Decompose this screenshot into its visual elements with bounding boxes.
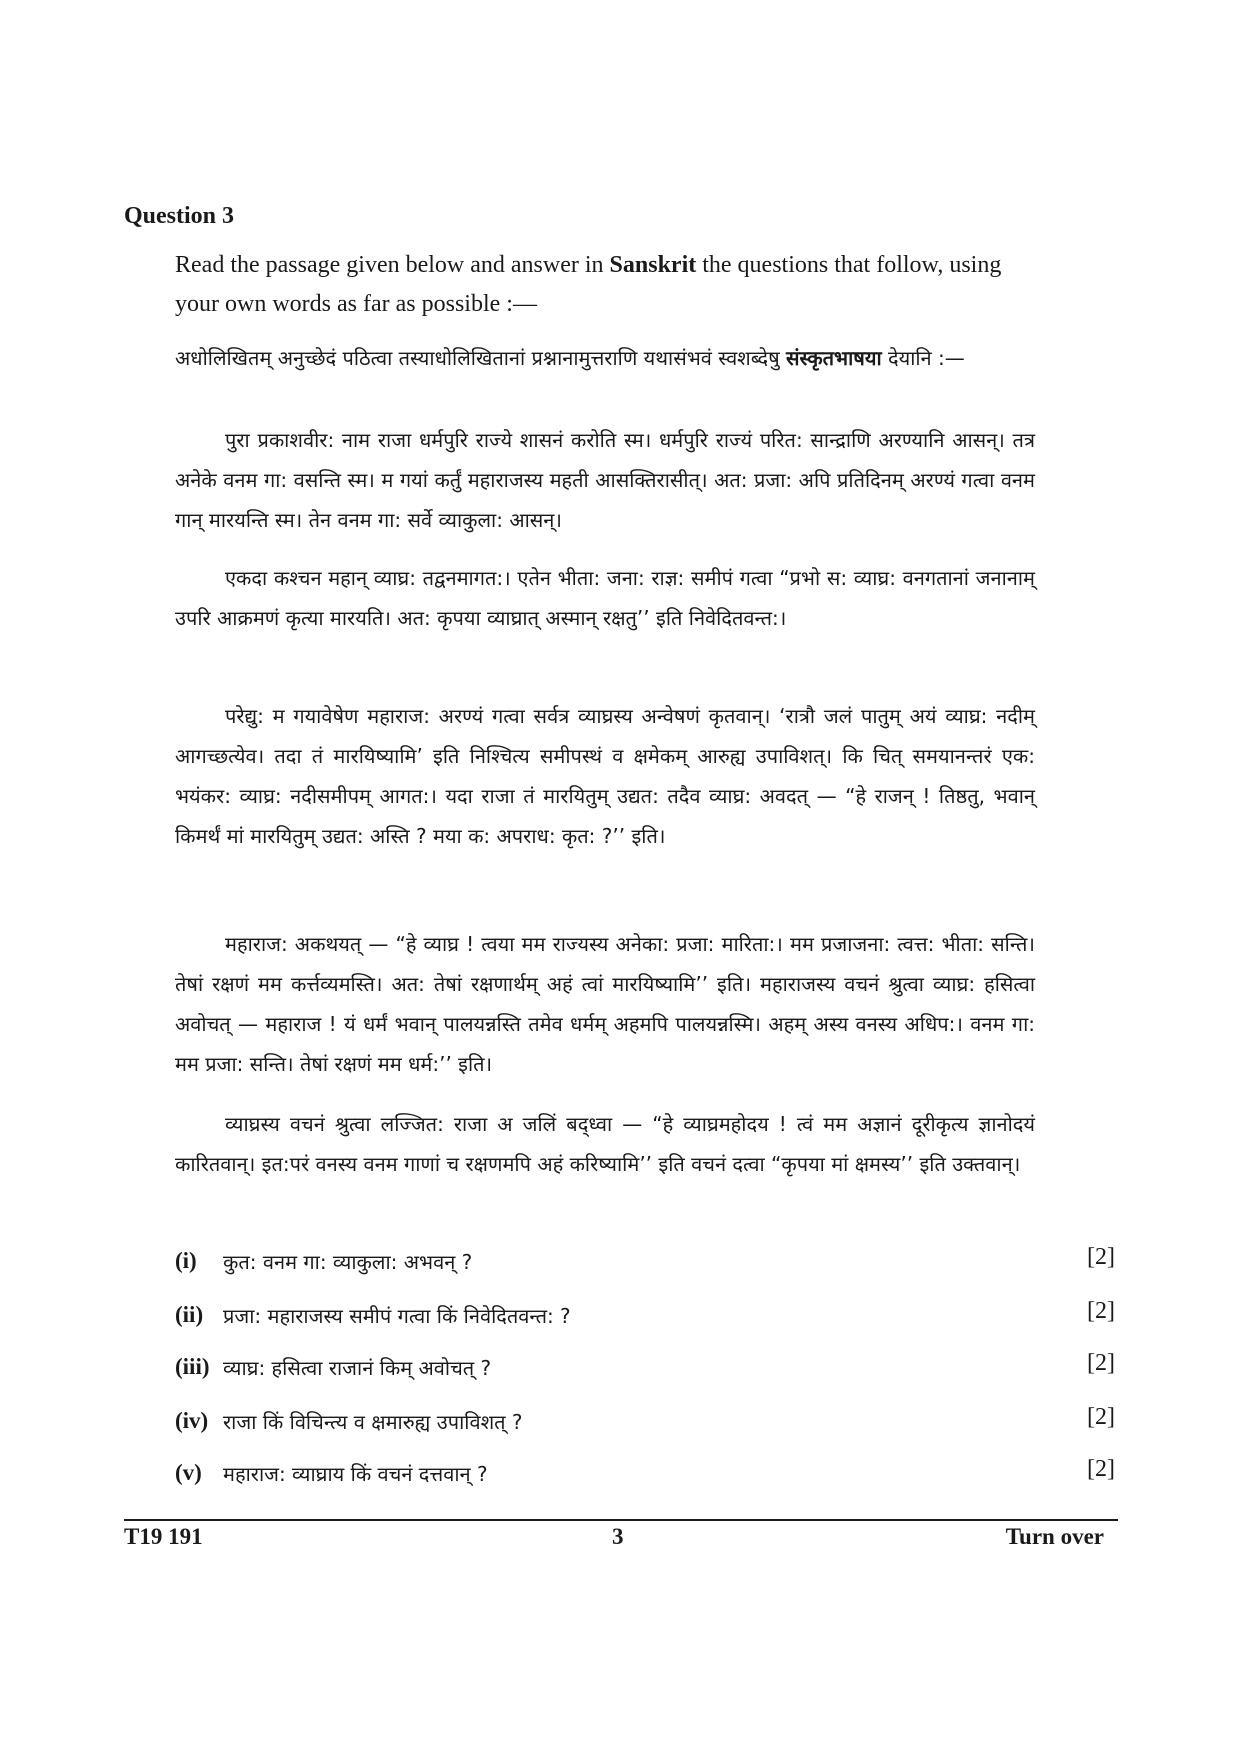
question-number: (ii) bbox=[175, 1302, 204, 1327]
instruction-sanskrit-part1: अधोलिखितम् अनुच्छेदं पठित्वा तस्याधोलिखितानां प्रश्नानामुत्तराणि यथासंभवं स्वशब्देषु bbox=[175, 346, 786, 370]
question-number: (i) bbox=[175, 1248, 197, 1273]
instruction-english-bold: Sanskrit bbox=[609, 252, 697, 278]
question-item bbox=[175, 1244, 1115, 1284]
instruction-sanskrit-part2: देयानि :— bbox=[881, 346, 965, 370]
instruction-english-part2: the questions that follow, using your own words as far as possible :— bbox=[175, 252, 1002, 317]
question-text: प्रजा: महाराजस्य समीपं गत्वा किं निवेदितवन्त: ? bbox=[223, 1304, 571, 1328]
paper-code: T19 191 bbox=[124, 1524, 203, 1549]
question-marks: [2] bbox=[1087, 1456, 1115, 1482]
question-marks: [2] bbox=[1087, 1298, 1115, 1324]
question-number: (iii) bbox=[175, 1354, 210, 1379]
instruction-english bbox=[175, 246, 1035, 324]
question-item bbox=[175, 1350, 1115, 1390]
page-number: 3 bbox=[612, 1524, 624, 1549]
footer-rule bbox=[124, 1519, 1118, 1521]
passage-paragraph-4: महाराज: अकथयत् — “हे व्याघ्र ! त्वया मम राज्यस्य अनेका: प्रजा: मारिता:। मम प्रजाजना: त्वत्त: भीता: सन्ति। तेषां रक्षणं मम कर्त्तव्यमस्ति। अत: तेषां रक्षणार्थम् अहं त्वां मारयिष्यामि’’ इति। महाराजस्य वचनं श्रुत्वा व्याघ्र: हसित्वा अवोचत् — महाराज ! यं धर्मं भवान् पालयन्नस्ति तमेव धर्मम् अहमपि पालयन्नस्मि। अहम् अस्य वनस्य अधिप:। वनम गा: मम प्रजा: सन्ति। तेषां रक्षणं मम धर्म:’’ इति। bbox=[175, 932, 1035, 1076]
question-item bbox=[175, 1298, 1115, 1338]
instruction-english-part1: Read the passage given below and answer in bbox=[175, 252, 610, 278]
instruction-sanskrit-bold: संस्कृतभाषया bbox=[785, 346, 882, 370]
question-marks: [2] bbox=[1087, 1404, 1115, 1430]
question-text: महाराज: व्याघ्राय किं वचनं दत्तवान् ? bbox=[223, 1462, 488, 1486]
question-number: (iv) bbox=[175, 1408, 209, 1433]
question-heading: Question 3 bbox=[124, 203, 235, 229]
passage-paragraph-2: एकदा कश्चन महान् व्याघ्र: तद्वनमागत:। एतेन भीता: जना: राज्ञ: समीपं गत्वा “प्रभो स: व्याघ्र: वनगतानां जनानाम् उपरि आक्रमणं कृत्या मारयति। अत: कृपया व्याघ्रात् अस्मान् रक्षतु’’ इति निवेदितवन्त:। bbox=[175, 566, 1035, 630]
question-text: कुत: वनम गा: व्याकुला: अभवन् ? bbox=[223, 1250, 473, 1274]
turn-over-label: Turn over bbox=[1005, 1524, 1104, 1549]
question-number: (v) bbox=[175, 1460, 202, 1485]
question-item bbox=[175, 1456, 1115, 1496]
question-marks: [2] bbox=[1087, 1244, 1115, 1270]
question-text: व्याघ्र: हसित्वा राजानं किम् अवोचत् ? bbox=[223, 1356, 492, 1380]
question-item bbox=[175, 1404, 1115, 1444]
question-text: राजा किं विचिन्त्य व क्षमारुह्य उपाविशत् ? bbox=[223, 1410, 523, 1434]
instruction-sanskrit bbox=[175, 338, 1035, 378]
passage-paragraph-5: व्याघ्रस्य वचनं श्रुत्वा लज्जित: राजा अ जलिं बद्ध्वा — “हे व्याघ्रमहोदय ! त्वं मम अज्ञानं दूरीकृत्य ज्ञानोदयं कारितवान्। इत:परं वनस्य वनम गाणां च रक्षणमपि अहं करिष्यामि’’ इति वचनं दत्वा “कृपया मां क्षमस्य’’ इति उक्तवान्। bbox=[175, 1112, 1035, 1176]
passage-paragraph-3: परेद्यु: म गयावेषेण महाराज: अरण्यं गत्वा सर्वत्र व्याघ्रस्य अन्वेषणं कृतवान्। ‘रात्रौ जलं पातुम् अयं व्याघ्र: नदीम् आगच्छत्येव। तदा तं मारयिष्यामि’ इति निश्चित्य समीपस्थं व क्षमेकम् आरुह्य उपाविशत्। कि चित् समयानन्तरं एक: भयंकर: व्याघ्र: नदीसमीपम् आगत:। यदा राजा तं मारयितुम् उद्यत: तदैव व्याघ्र: अवदत् — “हे राजन् ! तिष्ठतु, भवान् किमर्थं मां मारयितुम् उद्यत: अस्ति ? मया क: अपराध: कृत: ?’’ इति। bbox=[175, 704, 1035, 848]
passage-paragraph-1: पुरा प्रकाशवीर: नाम राजा धर्मपुरि राज्ये शासनं करोति स्म। धर्मपुरि राज्यं परित: सान्द्राणि अरण्यानि आसन्। तत्र अनेके वनम गा: वसन्ति स्म। म गयां कर्तुं महाराजस्य महती आसक्तिरासीत्। अत: प्रजा: अपि प्रतिदिनम् अरण्यं गत्वा वनम गान् मारयन्ति स्म। तेन वनम गा: सर्वे व्याकुला: आसन्। bbox=[175, 428, 1035, 532]
question-marks: [2] bbox=[1087, 1350, 1115, 1376]
